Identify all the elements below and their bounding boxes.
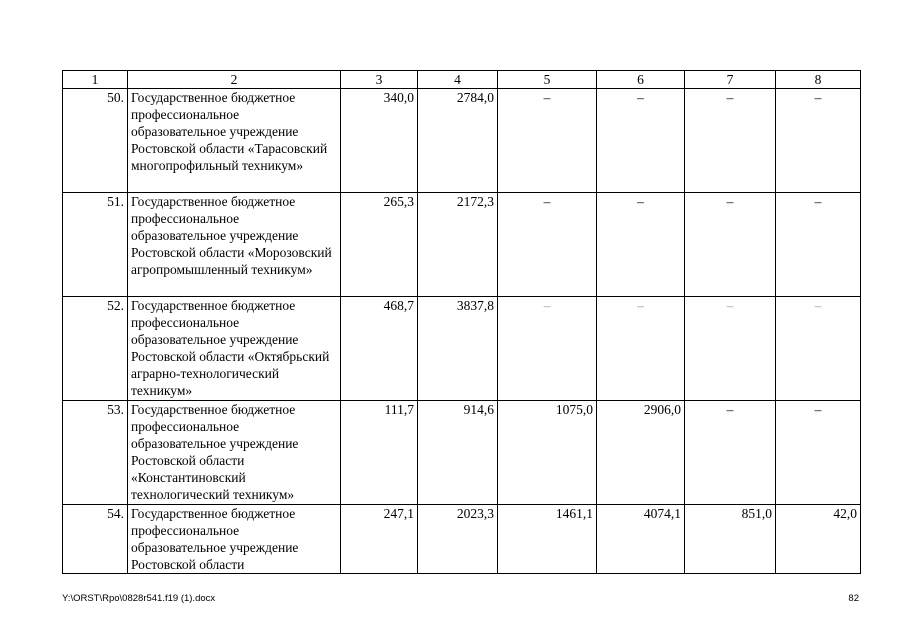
column-header-2: 2 (128, 71, 341, 89)
cell-col-4: 914,6 (418, 401, 498, 505)
cell-col-7: – (685, 193, 776, 297)
table-row (63, 505, 861, 574)
row-number: 54. (63, 505, 128, 574)
column-header-5: 5 (498, 71, 597, 89)
cell-col-6: – (597, 193, 685, 297)
column-header-6: 6 (597, 71, 685, 89)
column-header-7: 7 (685, 71, 776, 89)
page-number: 82 (848, 593, 859, 604)
table-header-row (63, 71, 861, 89)
column-header-4: 4 (418, 71, 498, 89)
column-header-3: 3 (341, 71, 418, 89)
table-row (63, 297, 861, 401)
row-number: 53. (63, 401, 128, 505)
cell-col-7: – (685, 297, 776, 401)
cell-col-5: 1461,1 (498, 505, 597, 574)
institution-name: Государственное бюджетное профессиональное образовательное учреждение Ростовской области «Константиновский технологический техникум» (128, 401, 341, 505)
cell-col-3: 247,1 (341, 505, 418, 574)
row-number: 51. (63, 193, 128, 297)
cell-col-7: – (685, 401, 776, 505)
cell-col-4: 3837,8 (418, 297, 498, 401)
cell-col-6: – (597, 297, 685, 401)
institution-name: Государственное бюджетное профессиональное образовательное учреждение Ростовской области «Тарасовский многопрофильный техникум» (128, 89, 341, 193)
cell-col-5: – (498, 297, 597, 401)
cell-col-8: – (776, 297, 861, 401)
cell-col-5: – (498, 193, 597, 297)
document-file-path: Y:\ORST\Rpo\0828r541.f19 (1).docx (62, 593, 216, 604)
cell-col-7: – (685, 89, 776, 193)
row-number: 52. (63, 297, 128, 401)
cell-col-8: – (776, 401, 861, 505)
table-row (63, 401, 861, 505)
cell-col-5: 1075,0 (498, 401, 597, 505)
cell-col-6: 2906,0 (597, 401, 685, 505)
column-header-1: 1 (63, 71, 128, 89)
cell-col-6: 4074,1 (597, 505, 685, 574)
cell-col-3: 265,3 (341, 193, 418, 297)
column-header-8: 8 (776, 71, 861, 89)
cell-col-6: – (597, 89, 685, 193)
row-number: 50. (63, 89, 128, 193)
institution-name: Государственное бюджетное профессиональное образовательное учреждение Ростовской области «Морозовский агропромышленный техникум» (128, 193, 341, 297)
table-row (63, 193, 861, 297)
table-row (63, 89, 861, 193)
cell-col-4: 2172,3 (418, 193, 498, 297)
institution-name: Государственное бюджетное профессиональное образовательное учреждение Ростовской области «Октябрьский аграрно-технологический техникум» (128, 297, 341, 401)
cell-col-3: 340,0 (341, 89, 418, 193)
cell-col-4: 2784,0 (418, 89, 498, 193)
cell-col-8: – (776, 89, 861, 193)
cell-col-3: 468,7 (341, 297, 418, 401)
institution-name: Государственное бюджетное профессиональное образовательное учреждение Ростовской области (128, 505, 341, 574)
budget-table (62, 70, 861, 574)
cell-col-4: 2023,3 (418, 505, 498, 574)
cell-col-5: – (498, 89, 597, 193)
cell-col-3: 111,7 (341, 401, 418, 505)
cell-col-7: 851,0 (685, 505, 776, 574)
cell-col-8: – (776, 193, 861, 297)
cell-col-8: 42,0 (776, 505, 861, 574)
